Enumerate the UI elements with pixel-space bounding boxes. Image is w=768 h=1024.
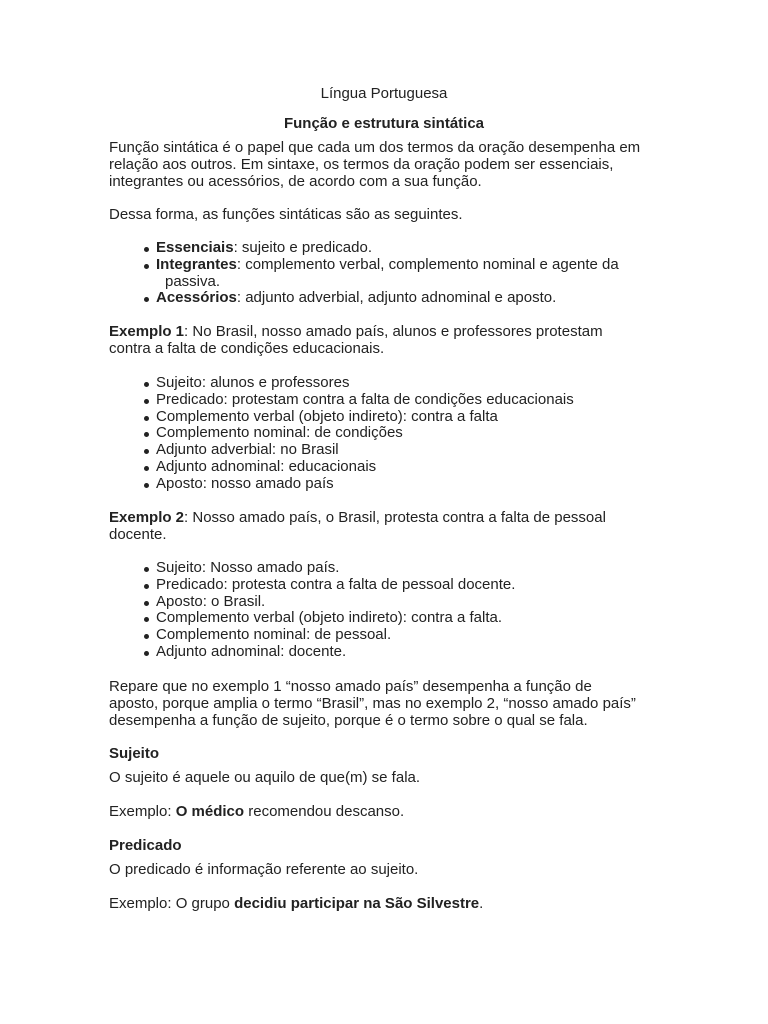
example-2-label: Exemplo 2	[109, 509, 185, 526]
sujeito-heading: Sujeito	[109, 745, 160, 762]
predicado-definition: O predicado é informação referente ao sujeito.	[109, 861, 419, 878]
list-item: Adjunto adnominal: educacionais	[141, 459, 681, 476]
forms-intro: Dessa forma, as funções sintáticas são as seguintes.	[109, 206, 463, 223]
subject-title: Língua Portuguesa	[320, 85, 448, 102]
example-2-paragraph: Exemplo 2: Nosso amado país, o Brasil, protesta contra a falta de pessoal docente.	[109, 509, 606, 543]
list-item: Complemento nominal: de condições	[141, 425, 681, 442]
list-item: Integrantes: complemento verbal, complemento nominal e agente da passiva.	[141, 257, 681, 291]
intro-line: relação aos outros. Em sintaxe, os termos da oração podem ser essenciais,	[109, 155, 614, 173]
example-2-list	[141, 560, 681, 661]
example-1-label: Exemplo 1	[109, 323, 185, 340]
section-heading: Função e estrutura sintática	[283, 115, 485, 132]
list-item: Predicado: protesta contra a falta de pessoal docente.	[141, 577, 681, 594]
list-item: Sujeito: alunos e professores	[141, 375, 681, 392]
list-item: Sujeito: Nosso amado país.	[141, 560, 681, 577]
list-item: Aposto: nosso amado país	[141, 476, 681, 493]
list-item: Essenciais: sujeito e predicado.	[141, 240, 681, 257]
intro-line: Função sintática é o papel que cada um dos termos da oração desempenha em	[109, 139, 641, 156]
list-item: Complemento verbal (objeto indireto): contra a falta	[141, 409, 681, 426]
example-1-paragraph: Exemplo 1: No Brasil, nosso amado país, alunos e professores protestam contra a falta de condições educacionais.	[109, 323, 603, 357]
list-item: Adjunto adnominal: docente.	[141, 644, 681, 661]
note-paragraph: Repare que no exemplo 1 “nosso amado país” desempenha a função de aposto, porque amplia o termo “Brasil”, mas no exemplo 2, “nosso amado país” desempenha a função de sujeito, porque é o termo sobre o qual se fala.	[109, 678, 636, 729]
predicado-example: Exemplo: O grupo decidiu participar na São Silvestre.	[109, 895, 484, 912]
list-item: Acessórios: adjunto adverbial, adjunto adnominal e aposto.	[141, 290, 681, 307]
intro-paragraph	[109, 140, 669, 190]
example-1-list	[141, 375, 681, 493]
function-types-list	[141, 240, 681, 307]
intro-line: integrantes ou acessórios, de acordo com a sua função.	[109, 172, 482, 190]
predicado-heading: Predicado	[109, 837, 182, 854]
list-item: Complemento verbal (objeto indireto): contra a falta.	[141, 610, 681, 627]
list-item: Complemento nominal: de pessoal.	[141, 627, 681, 644]
list-item: Adjunto adverbial: no Brasil	[141, 442, 681, 459]
sujeito-example: Exemplo: O médico recomendou descanso.	[109, 803, 405, 820]
list-item: Predicado: protestam contra a falta de condições educacionais	[141, 392, 681, 409]
list-item: Aposto: o Brasil.	[141, 594, 681, 611]
sujeito-definition: O sujeito é aquele ou aquilo de que(m) se fala.	[109, 769, 421, 786]
